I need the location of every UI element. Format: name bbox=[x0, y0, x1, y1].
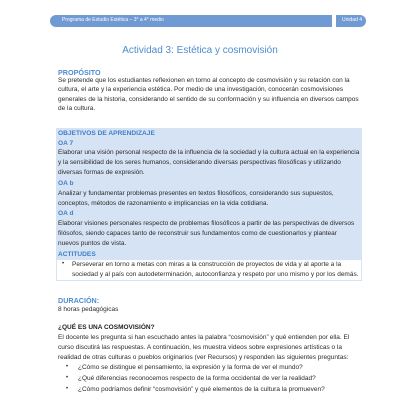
unit-label: Unidad 4 bbox=[342, 16, 363, 23]
objetivos-label: OBJETIVOS DE APRENDIZAJE bbox=[58, 130, 155, 137]
page-title: Actividad 3: Estética y cosmovisión bbox=[122, 45, 278, 56]
oad-line: nuevos puntos de vista. bbox=[58, 240, 127, 247]
bullet-icon: • bbox=[66, 364, 69, 370]
actitudes-header-band bbox=[56, 250, 362, 260]
proposito-line: Se pretende que los estudiantes reflexionen en torno al concepto de cosmovisión y su relación con la bbox=[58, 77, 350, 84]
question-item: ¿Cómo se distingue el pensamiento, la expresión y la forma de ver el mundo? bbox=[78, 364, 303, 371]
oad-line: Elaborar visiones personales respecto de problemas filosóficos a partir de las perspectivas de diversos bbox=[58, 220, 355, 227]
bullet-icon: • bbox=[66, 375, 69, 381]
oa7-line: Elaborar una visión personal respecto de la influencia de la sociedad y la cultura actual en la experiencia bbox=[58, 149, 360, 156]
cosmovision-line: realidad de otras culturas o pueblos originarios (ver Recursos) y responden las siguientes preguntas: bbox=[58, 354, 349, 361]
oab-line: conceptos, métodos de razonamiento e implicancias en la vida cotidiana. bbox=[58, 200, 269, 207]
program-header-text: Programa de Estudio Estética – 3° a 4° medio bbox=[62, 16, 164, 23]
proposito-label: PROPÓSITO bbox=[58, 68, 101, 77]
cosmovision-line: El docente les pregunta si han escuchado antes la palabra “cosmovisión” y qué entienden por ella. El bbox=[58, 334, 350, 341]
cosmovision-heading: ¿QUÉ ES UNA COSMOVISIÓN? bbox=[58, 324, 155, 331]
oab-line: Analizar y fundamentar problemas presentes en textos filosóficos, considerando sus supuestos, bbox=[58, 190, 334, 197]
proposito-line: cultura, el arte y la experiencia estética. Por medio de una investigación, conocerán cosmovisiones bbox=[58, 86, 344, 94]
actitudes-label: ACTITUDES bbox=[58, 251, 96, 258]
question-item: ¿Qué diferencias reconocemos respecto de la forma occidental de ver la realidad? bbox=[78, 375, 316, 382]
oad-code: OA d bbox=[58, 210, 74, 217]
bullet-icon: • bbox=[62, 261, 65, 267]
oa7-line: diversas formas de expresión. bbox=[58, 169, 145, 176]
oad-line: filósofos, siendo capaces tanto de reconstruir sus fundamentos como de cuestionarlos y plantear bbox=[58, 230, 337, 237]
proposito-line: de la cultura. bbox=[58, 105, 96, 113]
proposito-line: generales de la historia, considerando el sentido de su conformación y su influencia en diversos campos bbox=[58, 95, 359, 103]
actitud-line: sociedad y al país con autodeterminación, autoconfianza y respeto por uno mismo y por los demás. bbox=[72, 271, 359, 278]
oab-code: OA b bbox=[58, 180, 74, 187]
oa7-line: y la sensibilidad de los seres humanos, considerando diversas perspectivas filosóficas y utilizando bbox=[58, 159, 341, 166]
cosmovision-line: curso discutirá las respuestas. A continuación, les muestra videos sobre expresiones artísticas o la bbox=[58, 344, 342, 351]
actitud-line: Perseverar en torno a metas con miras a la construcción de proyectos de vida y al aporte a la bbox=[72, 261, 342, 268]
proposito-text bbox=[58, 76, 360, 114]
duracion-value: 8 horas pedagógicas bbox=[58, 306, 119, 313]
oa7-code: OA 7 bbox=[58, 140, 74, 147]
question-item: ¿Cómo podríamos definir “cosmovisión” y qué elementos de la cultura la promueven? bbox=[78, 386, 325, 393]
bullet-icon: • bbox=[66, 386, 69, 392]
duracion-label: DURACIÓN: bbox=[58, 296, 100, 305]
